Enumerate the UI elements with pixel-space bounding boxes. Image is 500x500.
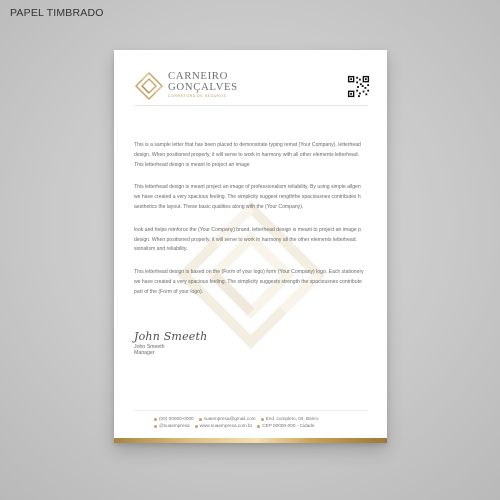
- paragraph-line: sionalism and reliability.: [134, 246, 188, 253]
- footer-text: @suaempresa: [159, 423, 190, 428]
- paragraph-line: aesthetics the layout. These basic qualities along with the (Your Company).: [134, 203, 304, 210]
- footer-text: suaempresa@gmail.com: [203, 416, 256, 421]
- logo-wordmark: [168, 71, 258, 98]
- letter-body: [134, 141, 368, 311]
- footer-contact-postal: [257, 423, 314, 429]
- phone-icon: [154, 418, 157, 421]
- paragraph-line: This letterhead design is based on the (Form of your logo) form (Your Company) logo. Each stationery: [134, 269, 364, 276]
- gold-bottom-band: [114, 438, 387, 443]
- page-label: PAPEL TIMBRADO: [10, 7, 104, 19]
- footer-text: (00) 00000-0000: [159, 416, 194, 421]
- letterhead-sheet: [114, 50, 387, 443]
- footer-row-1: [154, 416, 354, 422]
- paragraph: [134, 183, 368, 212]
- logo-mark-icon: [134, 71, 164, 101]
- contact-footer: [154, 416, 354, 432]
- paragraph: [134, 141, 368, 170]
- paragraph-line: This letterhead design is meant project an image of professionalism reliability. By using simple allgen: [134, 184, 361, 191]
- paragraph-line: design. When positioned properly, it will serve to work in harmony with all other elements letterhead.: [134, 151, 359, 158]
- instagram-icon: [154, 425, 157, 428]
- location-icon: [261, 418, 264, 421]
- brand-name-line-2: GONÇALVES: [168, 81, 238, 93]
- footer-contact-phone: [154, 416, 194, 422]
- paragraph: [134, 226, 368, 255]
- footer-contact-email: [199, 416, 256, 422]
- paragraph-line: look and helps reinforce the (Your Company) brand. letterhead design is meant to project an image p: [134, 226, 361, 233]
- header-divider: [134, 105, 368, 106]
- footer-text: www.suaempresa.com.br: [199, 423, 253, 428]
- footer-row-2: [154, 423, 354, 429]
- signature-script: John Smeeth: [134, 330, 208, 343]
- paragraph-line: This letterhead design is meant to project an image: [134, 161, 250, 168]
- paragraph: [134, 268, 368, 297]
- web-icon: [195, 425, 198, 428]
- qr-code-icon: [347, 75, 370, 98]
- footer-text: End. completo, 00, Bairro: [265, 416, 319, 421]
- footer-contact-website: [195, 423, 253, 429]
- footer-contact-social: [154, 423, 190, 429]
- footer-divider: [134, 410, 368, 411]
- postal-icon: [257, 425, 260, 428]
- footer-contact-address: [261, 416, 319, 422]
- paragraph-line: part of the (Form of your logo).: [134, 288, 204, 295]
- footer-text: CEP 00000-000 - Cidade: [262, 423, 315, 428]
- email-icon: [199, 418, 202, 421]
- signatory-name: John Smeeth: [134, 344, 165, 350]
- paragraph-line: we have created a very spacious feeling. The simplicity suggests strength the spaciousnes contribute: [134, 278, 362, 285]
- brand-subtitle: CORRETORA DE SEGUROS: [168, 94, 227, 98]
- signature-block: [134, 331, 254, 371]
- paragraph-line: we have created a very spacious feeling. The simplicity suggest rengththe spaciousnes contributes h: [134, 194, 361, 201]
- paragraph-line: design. When positioned properly, it will serve to work in harmony all the other elements letterhead.: [134, 236, 358, 243]
- signatory-title: Manager: [134, 350, 155, 356]
- paragraph-line: This is a sample letter that has been placed to demonstrate typing remat (Your Company). letterhead: [134, 142, 361, 148]
- brand-name-line-1: CARNEIRO: [168, 70, 228, 82]
